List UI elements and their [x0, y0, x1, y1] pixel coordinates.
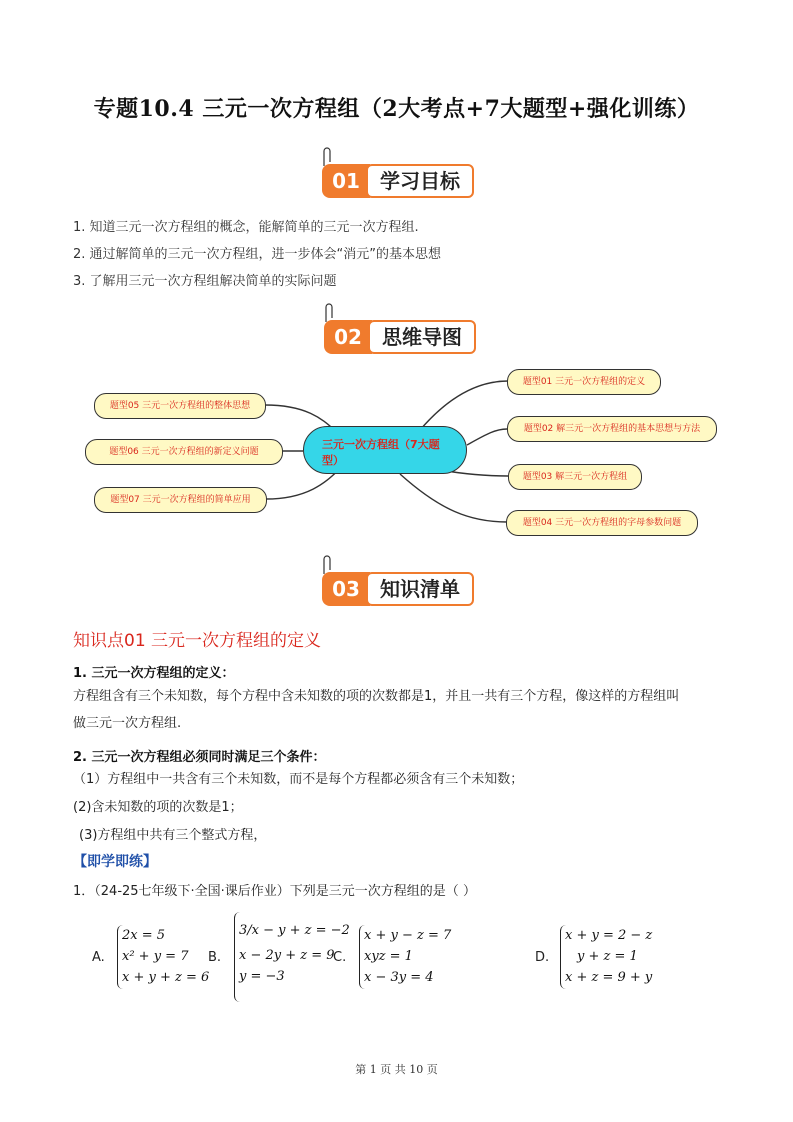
section-number: 02 — [324, 320, 372, 354]
mindmap-node-type05: 题型05 三元一次方程组的整体思想 — [94, 393, 266, 419]
mindmap-node-type03: 题型03 解三元一次方程组 — [508, 464, 642, 490]
condition-1: （1）方程组中一共含有三个未知数，而不是每个方程都必须含有三个未知数； — [73, 772, 524, 787]
page-title: 专题10.4 三元一次方程组（2大考点+7大题型+强化训练） — [93, 96, 700, 122]
mindmap-node-type06: 题型06 三元一次方程组的新定义问题 — [85, 439, 283, 465]
equation: x + z = 9 + y — [565, 970, 653, 985]
definition-line-2: 做三元一次方程组. — [73, 716, 182, 731]
definition-line-1: 方程组含有三个未知数，每个方程中含未知数的项的次数都是1，并且一共有三个方程，像这样的方程组叫 — [73, 689, 680, 704]
mindmap-node-type02: 题型02 解三元一次方程组的基本思想与方法 — [507, 416, 717, 442]
objective-item: 1. 知道三元一次方程组的概念，能解简单的三元一次方程组. — [73, 220, 419, 235]
equation: y + z = 1 — [577, 949, 638, 964]
section-label: 学习目标 — [366, 164, 474, 198]
option-c-label: C. — [333, 950, 347, 965]
definition-heading: 1. 三元一次方程组的定义： — [73, 666, 235, 681]
section-number: 03 — [322, 572, 370, 606]
mindmap-node-type04: 题型04 三元一次方程组的字母参数问题 — [506, 510, 698, 536]
section-badge-knowledge — [322, 568, 472, 606]
option-a-equations — [122, 925, 209, 988]
page-footer: 第 1 页 共 10 页 — [355, 1063, 438, 1076]
equation: x − 3y = 4 — [364, 970, 434, 985]
option-a-label: A. — [92, 950, 105, 965]
conditions-heading: 2. 三元一次方程组必须同时满足三个条件： — [73, 750, 326, 765]
condition-2: (2)含未知数的项的次数是1； — [73, 800, 243, 815]
equation: xyz = 1 — [364, 949, 413, 964]
question-text: 1．（24-25七年级下·全国·课后作业）下列是三元一次方程组的是（ ） — [73, 884, 476, 899]
option-d-equations — [565, 925, 652, 988]
objective-item: 2. 通过解简单的三元一次方程组，进一步体会“消元”的基本思想 — [73, 247, 442, 262]
mindmap-center: 三元一次方程组（7大题型） — [303, 426, 467, 474]
condition-3: (3)方程组中共有三个整式方程， — [79, 828, 267, 843]
equation: x − 2y + z = 9 — [239, 948, 335, 963]
section-label: 知识清单 — [366, 572, 474, 606]
knowledge-point-title: 知识点01 三元一次方程组的定义 — [73, 631, 322, 651]
equation: y = −3 — [239, 969, 285, 984]
equation: x + y + z = 6 — [122, 970, 210, 985]
option-b-label: B. — [208, 950, 222, 965]
equation: x + y = 2 − z — [565, 928, 653, 943]
equation: x² + y = 7 — [122, 949, 189, 964]
equation: x + y − z = 7 — [364, 928, 452, 943]
practice-label: 【即学即练】 — [73, 854, 157, 870]
section-label: 思维导图 — [368, 320, 476, 354]
section-number: 01 — [322, 164, 370, 198]
equation: 3/x − y + z = −2 — [239, 923, 350, 938]
option-c-equations — [364, 925, 451, 988]
mindmap-node-type07: 题型07 三元一次方程组的简单应用 — [94, 487, 267, 513]
objective-item: 3. 了解用三元一次方程组解决简单的实际问题 — [73, 274, 337, 289]
mindmap-node-type01: 题型01 三元一次方程组的定义 — [507, 369, 661, 395]
option-d-label: D. — [535, 950, 550, 965]
equation: 2x = 5 — [122, 928, 166, 943]
